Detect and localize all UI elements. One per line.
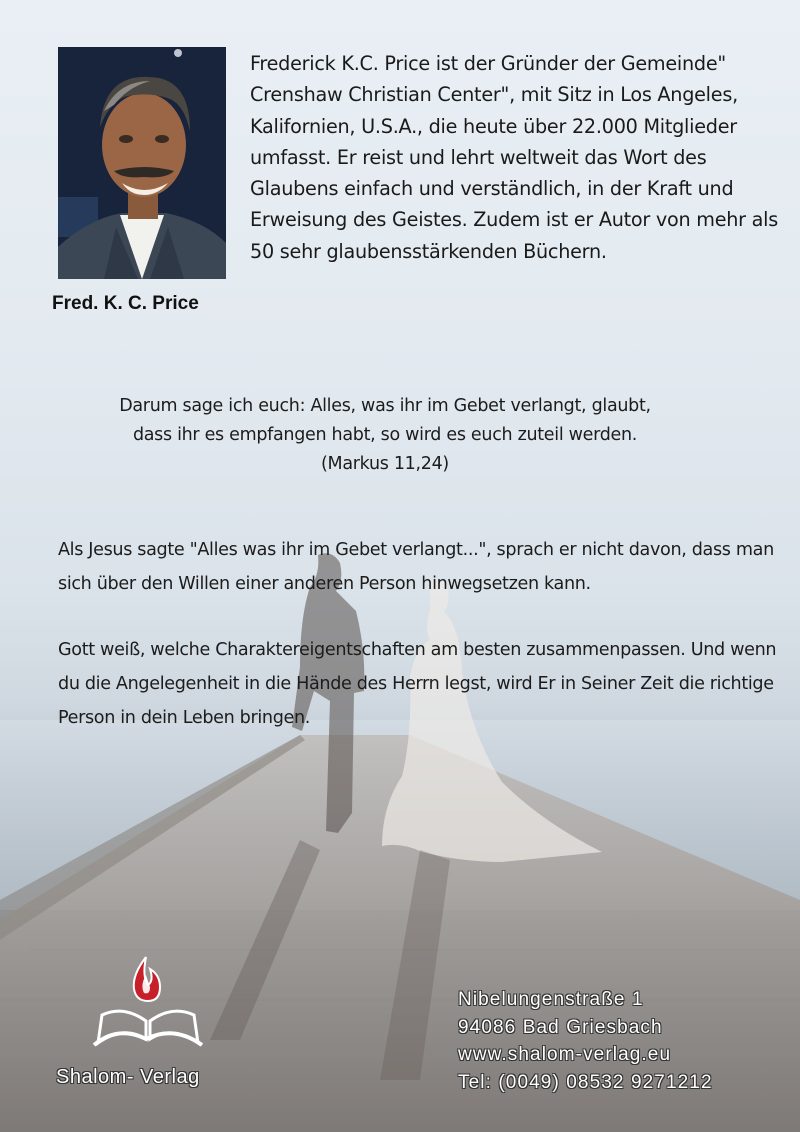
verse-line-2: dass ihr es empfangen habt, so wird es euch zuteil werden. [132, 425, 638, 445]
author-caption: Fred. K. C. Price [52, 293, 199, 314]
bible-verse [70, 392, 700, 479]
publisher-name: Shalom- Verlag [56, 1066, 200, 1088]
address-phone: Tel: (0049) 08532 9271212 [458, 1071, 713, 1093]
address-street: Nibelungenstraße 1 [458, 989, 644, 1010]
paragraph-2: Gott weiß, welche Charaktereigentschaften am besten zusammenpassen. Und wenn du die Angelegenheit in die Hände des Herrn legst, wird Er in Seiner Zeit die richtige Person in dein Leben bringen. [58, 640, 777, 728]
publisher-address [458, 986, 778, 1096]
flame-over-open-book-icon [88, 955, 208, 1055]
verse-line-1: Darum sage ich euch: Alles, was ihr im Gebet verlangt, glaubt, [119, 396, 651, 416]
paragraph-1: Als Jesus sagte "Alles was ihr im Gebet verlangt...", sprach er nicht davon, dass man sich über den Willen einer anderen Person hinwegsetzen kann. [58, 540, 774, 594]
address-website[interactable]: www.shalom-verlag.eu [458, 1044, 672, 1065]
author-portrait [58, 47, 226, 279]
portrait-illustration [58, 47, 226, 279]
verse-reference: (Markus 11,24) [321, 454, 449, 474]
address-city: 94086 Bad Griesbach [458, 1016, 663, 1038]
author-bio: Frederick K.C. Price ist der Gründer der Gemeinde" Crenshaw Christian Center", mit Sitz in Los Angeles, Kalifornien, U.S.A., die heute über 22.000 Mitglieder umfasst. Er reist und lehrt weltweit das Wort des Glaubens einfach und verständlich, in der Kraft und Erweisung des Geistes. Zudem ist er Autor von mehr als 50 sehr glaubensstärkenden Büchern. [250, 52, 778, 263]
